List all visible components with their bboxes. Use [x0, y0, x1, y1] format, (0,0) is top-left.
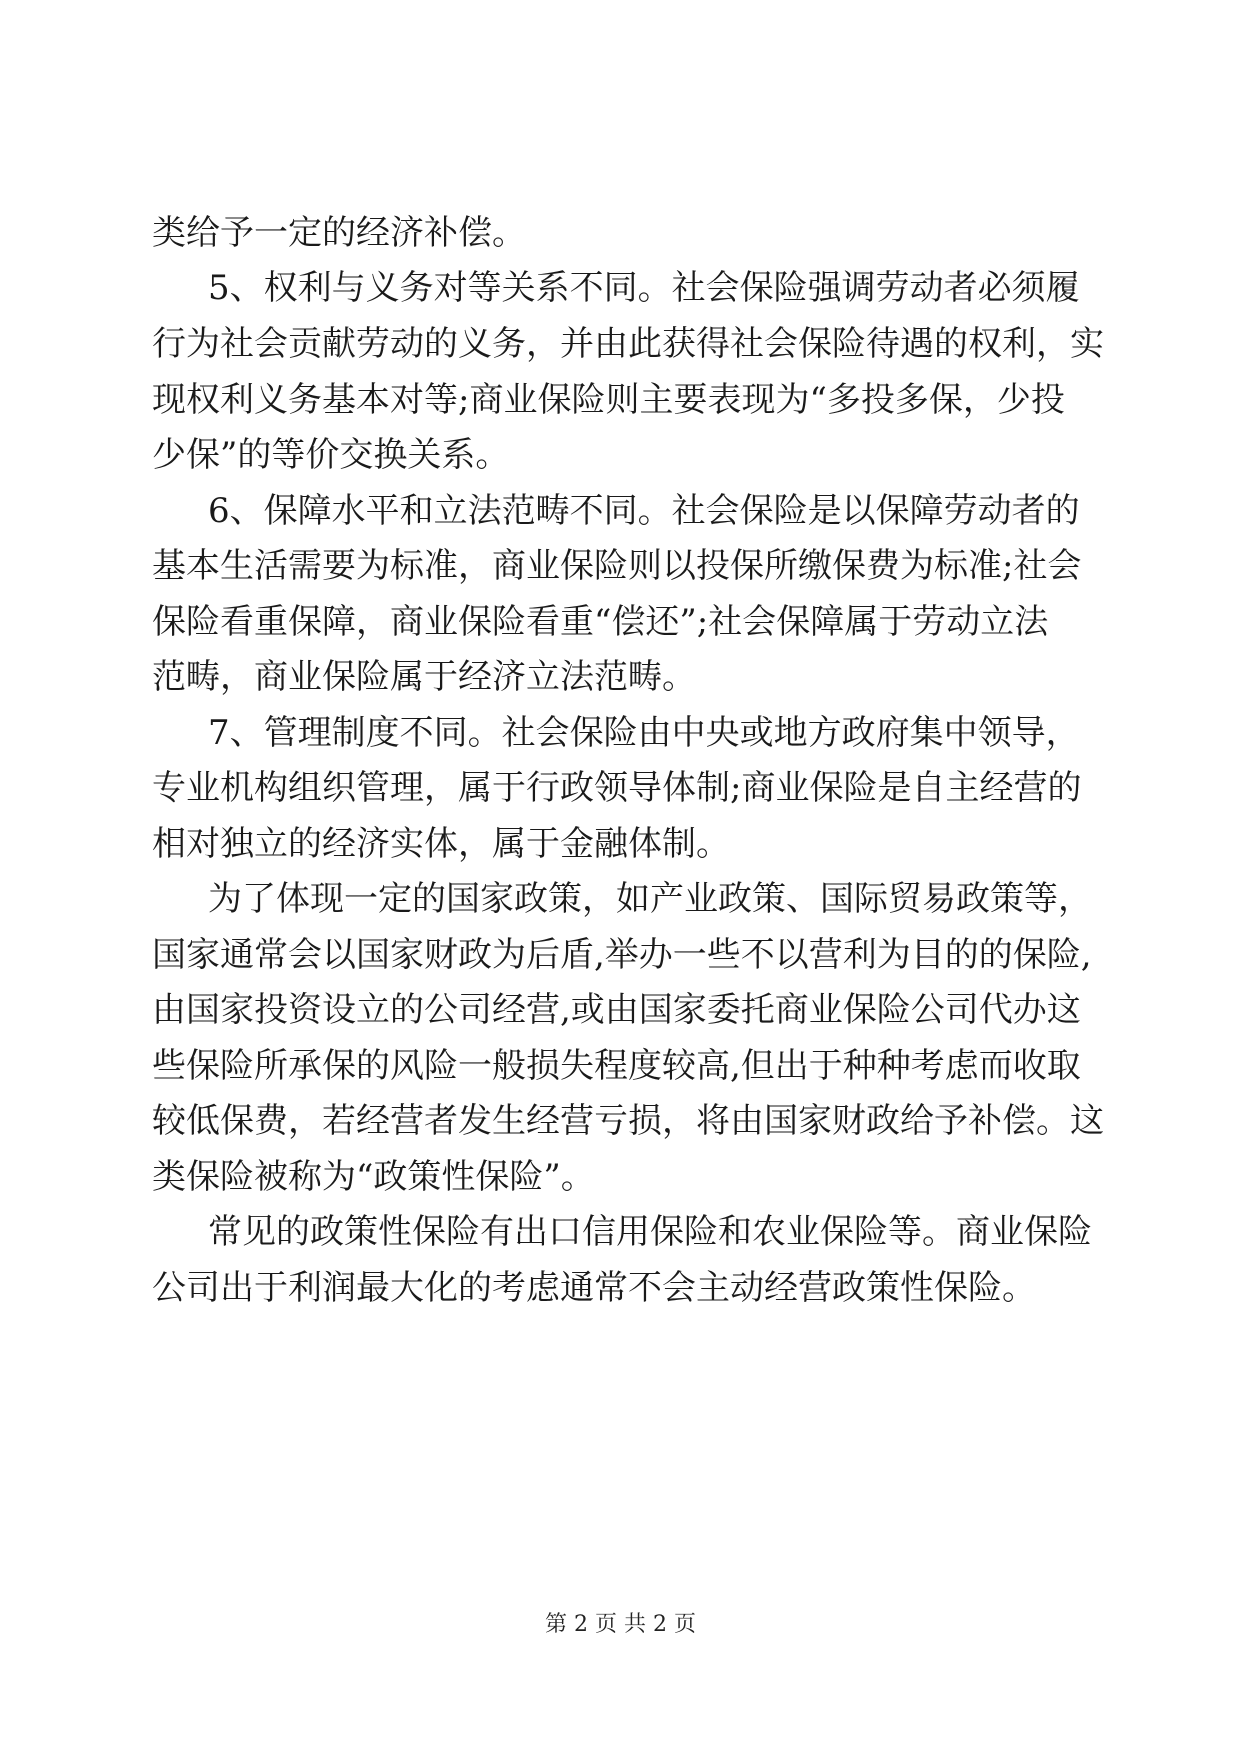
- page-number-footer: 第 2 页 共 2 页: [545, 1612, 696, 1637]
- document-page: 类给予一定的经济补偿。 5、权利与义务对等关系不同。社会保险强调劳动者必须履 行为社会贡献劳动的义务，并由此获得社会保险待遇的权利，实 现权利义务基本对等;商业保险则主要表现为“多投多保，少投 少保”的等价交换关系。 6、保障水平和立法范畴不同。社会保险是以保障劳动者的 基本生活需要为标准，商业保险则以投保所缴保费为标准;社会 保险看重保障，商业保险看重“偿还”;社会保障属于劳动立法 范畴，商业保险属于经济立法范畴。 7、管理制度不同。社会保险由中央或地方政府集中领导， 专业机构组织管理，属于行政领导体制;商业保险是自主经营的 相对独立的经济实体，属于金融体制。 为了体现一定的国家政策，如产业政策、国际贸易政策等， 国家通常会以国家财政为后盾,举办一些不以营利为目的的保险, 由国家投资设立的公司经营,或由国家委托商业保险公司代办这 些保险所承保的风险一般损失程度较高,但出于种种考虑而收取 较低保费，若经营者发生经营亏损，将由国家财政给予补偿。这 类保险被称为“政策性保险”。 常见的政策性保险有出口信用保险和农业保险等。商业保险 公司出于利润最大化的考虑通常不会主动经营政策性保险。 第 2 页 共 2 页: [0, 0, 1241, 1754]
